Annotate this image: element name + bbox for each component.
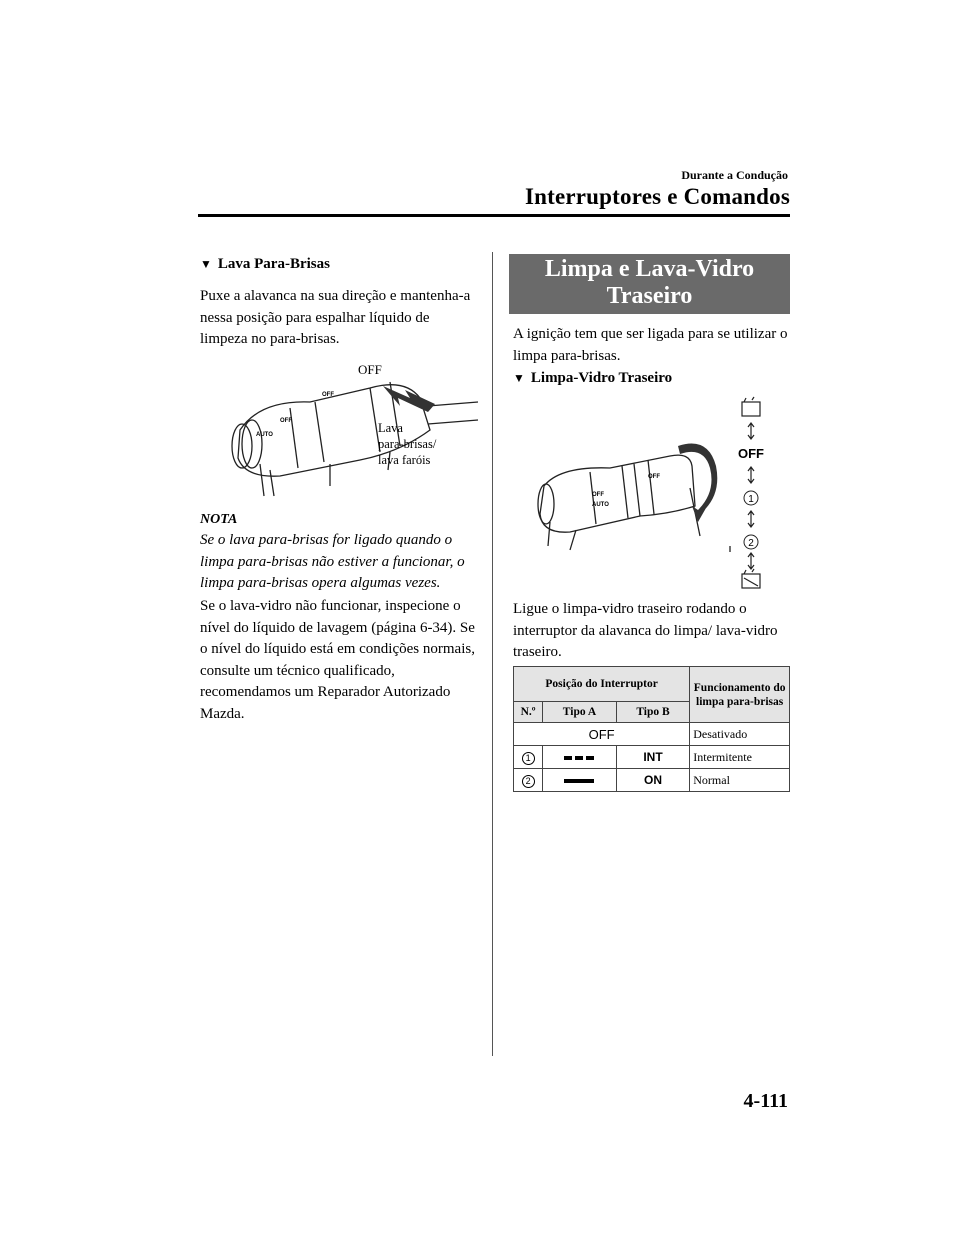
washer-label-line1: Lava (378, 421, 403, 435)
chapter-title: Interruptores e Comandos (524, 184, 790, 209)
header-switch-position: Posição do Interruptor (514, 667, 690, 702)
position-off-label: OFF (738, 446, 764, 461)
washer-label (378, 420, 436, 468)
washer-lever-illustration (220, 360, 480, 500)
row-1-type-a (543, 746, 617, 769)
wiper-position-top-icon (742, 397, 760, 416)
row-off-function: Desativado (690, 723, 790, 746)
row-1-number (514, 746, 543, 769)
row-2-type-b: ON (616, 769, 690, 792)
header-type-a: Tipo A (543, 702, 617, 723)
table-row (514, 723, 790, 746)
row-2-number-text: 2 (522, 775, 535, 788)
lever-auto-text: AUTO (592, 502, 609, 508)
note-heading: NOTA (200, 512, 238, 527)
table-row (514, 769, 790, 792)
lever-auto-text: AUTO (256, 432, 273, 438)
washer-instructions: Puxe a alavanca na sua direção e mantenha-a nessa posição para espalhar líquido de limpeza no para-brisas. (200, 288, 471, 347)
row-2-function: Normal (690, 769, 790, 792)
triangle-marker-icon: ▼ (513, 371, 525, 385)
header-operation: Funcionamento do limpa para-brisas (690, 667, 790, 723)
washer-position-bottom-icon (742, 569, 760, 588)
washer-inspection-text: Se o lava-vidro não funcionar, inspecione o nível do líquido de lavagem (página 6-34). Se o nível do líquido está em condições normais, consulte um técnico qualificado, recomendamos um Reparador Autorizado Mazda. (200, 598, 475, 722)
triangle-marker-icon: ▼ (200, 257, 212, 271)
header-type-b: Tipo B (616, 702, 690, 723)
section-title: Durante a Condução (681, 168, 788, 182)
rear-wiper-figure (530, 396, 788, 592)
lever-off-text: OFF (592, 492, 604, 498)
rear-wiper-illustration (530, 396, 788, 592)
banner-line2: Traseiro (606, 283, 693, 309)
off-label: OFF (358, 362, 382, 377)
row-1-type-b: INT (616, 746, 690, 769)
washer-lever-figure (220, 360, 480, 500)
row-off-position: OFF (514, 723, 690, 746)
rear-wiper-subheading (513, 370, 672, 387)
table-header-row (514, 667, 790, 702)
washer-subheading-text: Lava Para-Brisas (217, 256, 330, 272)
rear-wiper-intro: A ignição tem que ser ligada para se utilizar o limpa para-brisas. (513, 326, 788, 364)
row-1-number-text: 1 (522, 752, 535, 765)
note-text: Se o lava para-brisas for ligado quando o limpa para-brisas não estiver a funcionar, o limpa para-brisas opera algumas vezes. (200, 532, 465, 591)
section-banner (509, 254, 790, 314)
lever-off-text-2: OFF (322, 392, 334, 398)
banner-line1: Limpa e Lava-Vidro (544, 256, 755, 282)
rear-wiper-instructions: Ligue o limpa-vidro traseiro rodando o interruptor da alavanca do limpa/ lava-vidro traseiro. (513, 601, 778, 660)
position-2-label: 2 (748, 538, 754, 549)
washer-label-line3: lava faróis (378, 453, 431, 467)
row-1-function: Intermitente (690, 746, 790, 769)
washer-label-line2: para-brisas/ (378, 437, 437, 451)
header-number: N.º (514, 702, 543, 723)
washer-subheading (200, 256, 330, 273)
row-2-type-a (543, 769, 617, 792)
table-row (514, 746, 790, 769)
rear-wiper-subheading-text: Limpa-Vidro Traseiro (530, 370, 673, 386)
lever-off-text: OFF (280, 418, 292, 424)
intermittent-dash-icon (564, 755, 594, 761)
continuous-dash-icon (564, 778, 594, 784)
row-2-number (514, 769, 543, 792)
switch-position-table (513, 666, 790, 792)
column-divider (492, 252, 493, 1056)
header-rule (198, 214, 790, 217)
page-number: 4-111 (743, 1090, 788, 1112)
position-1-label: 1 (748, 494, 754, 505)
lever-off-text-2: OFF (648, 474, 660, 480)
